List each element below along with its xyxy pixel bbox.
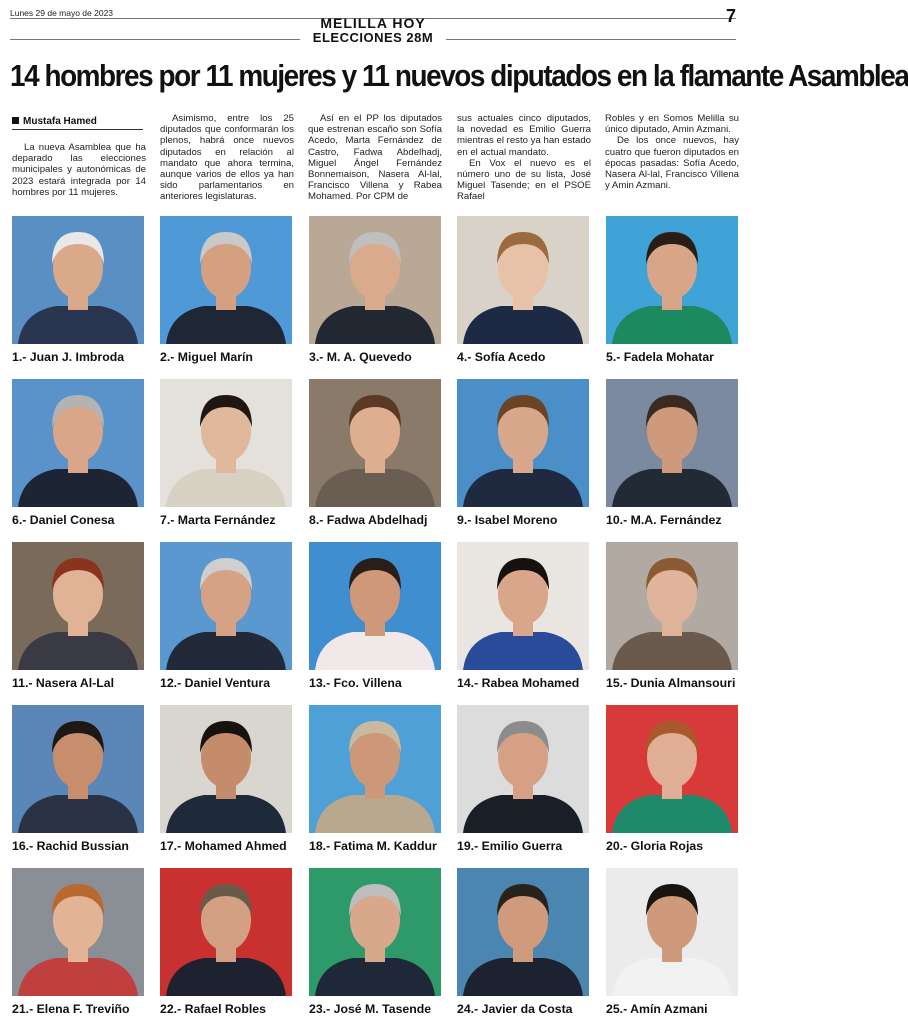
section-title: MELILLA HOY <box>320 15 426 31</box>
deputy-photo <box>160 868 292 996</box>
deputy-caption: 3.- M. A. Quevedo <box>309 350 412 364</box>
deputy-caption: 7.- Marta Fernández <box>160 513 276 527</box>
issue-date: Lunes 29 de mayo de 2023 <box>10 8 114 18</box>
deputy-photo <box>160 379 292 507</box>
article-column-2 <box>160 113 294 203</box>
deputy-caption: 6.- Daniel Conesa <box>12 513 115 527</box>
deputy-caption: 2.- Miguel Marín <box>160 350 253 364</box>
deputy-photo <box>12 216 144 344</box>
deputy-photo <box>309 542 441 670</box>
portrait-icon <box>12 216 144 344</box>
article-paragraph: sus actuales cinco diputados, la novedad es Emilio Guerra mientras el resto ya han estado en el actual mandato. <box>457 113 591 158</box>
deputy-caption: 18.- Fatima M. Kaddur <box>309 839 437 853</box>
article-paragraph: En Vox el nuevo es el número uno de su lista, José Miguel Tasende; en el PSOE Rafael <box>457 157 591 203</box>
deputy-caption: 16.- Rachid Bussian <box>12 839 129 853</box>
deputy-caption: 15.- Dunia Almansouri <box>606 676 736 690</box>
deputy-caption: 12.- Daniel Ventura <box>160 676 271 690</box>
deputy-photo <box>606 379 738 507</box>
masthead <box>10 6 736 46</box>
article-paragraph: La nueva Asamblea que ha deparado las elecciones municipales y autonómicas de 2023 estará integrada por 14 hombres por 11 mujeres. <box>12 142 146 198</box>
portrait-icon <box>457 868 589 996</box>
byline <box>12 116 143 130</box>
subsection-title: ELECCIONES 28M <box>312 30 434 45</box>
portrait-icon <box>309 216 441 344</box>
article-column-1 <box>12 142 146 198</box>
page-number: 7 <box>725 6 736 26</box>
deputy-caption: 20.- Gloria Rojas <box>606 839 704 853</box>
deputy-caption: 24.- Javier da Costa <box>457 1002 573 1016</box>
deputy-photo <box>606 868 738 996</box>
deputy-caption: 17.- Mohamed Ahmed <box>160 839 287 853</box>
portrait-icon <box>309 868 441 996</box>
portrait-icon <box>606 542 738 670</box>
deputy-caption: 21.- Elena F. Treviño <box>12 1002 130 1016</box>
deputy-caption: 23.- José M. Tasende <box>309 1002 432 1016</box>
deputy-caption: 22.- Rafael Robles <box>160 1002 266 1016</box>
byline-square-icon <box>12 117 19 124</box>
deputy-caption: 10.- M.A. Fernández <box>606 513 722 527</box>
portrait-icon <box>160 868 292 996</box>
portrait-icon <box>309 379 441 507</box>
deputy-photo <box>606 705 738 833</box>
deputy-caption: 14.- Rabea Mohamed <box>457 676 580 690</box>
deputy-photo <box>12 379 144 507</box>
portrait-icon <box>457 705 589 833</box>
deputy-photo <box>160 542 292 670</box>
deputy-photo <box>309 868 441 996</box>
portrait-icon <box>160 542 292 670</box>
deputy-photo <box>457 379 589 507</box>
deputy-photo <box>309 216 441 344</box>
portrait-icon <box>457 542 589 670</box>
deputy-caption: 8.- Fadwa Abdelhadj <box>309 513 428 527</box>
portrait-icon <box>606 868 738 996</box>
article-paragraph: Así en el PP los diputados que estrenan escaño son Sofía Acedo, Marta Fernández de Castro, Fadwa Abdelhadj, Miguel Ángel Fernández Bonnemaison, Nasera Al-lal, Francisco Villena y Rabea Mohamed. Por CPM de <box>308 113 442 203</box>
portrait-icon <box>160 705 292 833</box>
deputy-caption: 1.- Juan J. Imbroda <box>12 350 125 364</box>
article-paragraph: Robles y en Somos Melilla su único diputado, Amin Azmani. <box>605 113 739 136</box>
portrait-icon <box>606 216 738 344</box>
portrait-icon <box>12 705 144 833</box>
portrait-icon <box>12 379 144 507</box>
deputy-photo <box>457 868 589 996</box>
deputy-caption: 9.- Isabel Moreno <box>457 513 558 527</box>
portrait-icon <box>309 542 441 670</box>
portrait-icon <box>12 868 144 996</box>
article-column-5 <box>605 113 739 191</box>
portrait-icon <box>309 705 441 833</box>
deputy-caption: 5.- Fadela Mohatar <box>606 350 714 364</box>
deputy-photo <box>457 216 589 344</box>
deputy-photo <box>457 705 589 833</box>
deputy-photo <box>309 705 441 833</box>
headline: 14 hombres por 11 mujeres y 11 nuevos diputados en la flamante Asamblea <box>10 58 908 93</box>
deputy-photo <box>309 379 441 507</box>
article-column-3 <box>308 113 442 203</box>
deputy-photo <box>12 705 144 833</box>
portrait-icon <box>457 379 589 507</box>
deputy-caption: 4.- Sofía Acedo <box>457 350 546 364</box>
deputy-photo <box>606 216 738 344</box>
portrait-icon <box>12 542 144 670</box>
deputy-photo <box>12 542 144 670</box>
byline-author: Mustafa Hamed <box>23 116 97 127</box>
article-paragraph: De los once nuevos, hay cuatro que fueron diputados en épocas pasadas: Sofía Acedo, Nasera Al-lal, Francisco Villena y Amin Azmani. <box>605 135 739 192</box>
deputy-photo <box>160 216 292 344</box>
article-paragraph: Asimismo, entre los 25 diputados que conformarán los plenos, habrá once nuevos diputados en relación al mandato que ahora termina, aunque varios de ellos ya han sido parlamentarios en anteriores legislaturas. <box>160 113 294 203</box>
deputy-caption: 25.- Amín Azmani <box>606 1002 708 1016</box>
deputy-caption: 19.- Emilio Guerra <box>457 839 563 853</box>
portrait-icon <box>606 705 738 833</box>
deputies-photo-grid <box>12 216 738 1024</box>
portrait-icon <box>160 216 292 344</box>
deputy-photo <box>606 542 738 670</box>
deputy-caption: 13.- Fco. Villena <box>309 676 402 690</box>
deputy-photo <box>160 705 292 833</box>
portrait-icon <box>457 216 589 344</box>
portrait-icon <box>160 379 292 507</box>
deputy-photo <box>457 542 589 670</box>
article-column-4 <box>457 113 591 203</box>
deputy-caption: 11.- Nasera Al-Lal <box>12 676 115 690</box>
deputy-photo <box>12 868 144 996</box>
portrait-icon <box>606 379 738 507</box>
